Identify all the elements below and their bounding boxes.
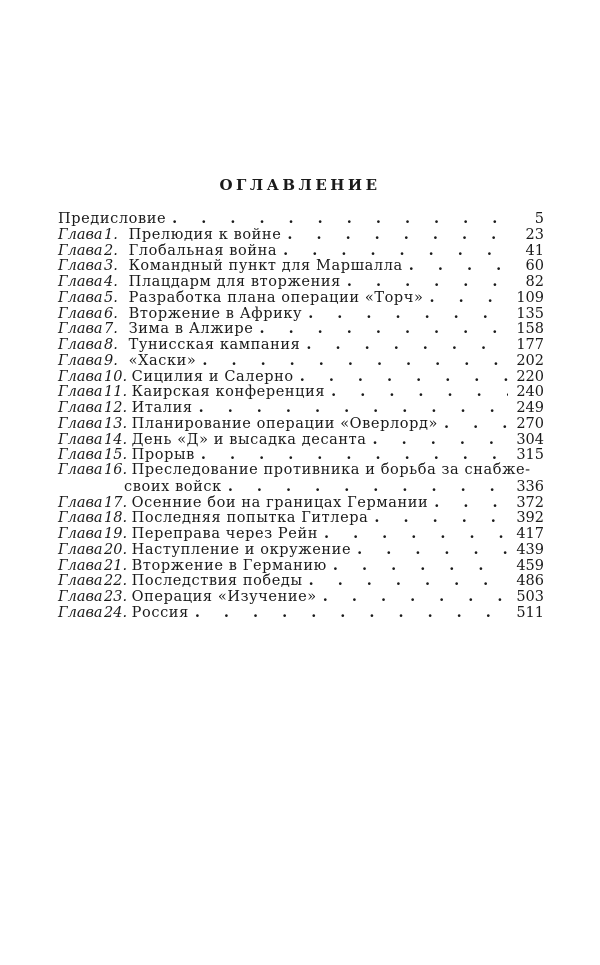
chapter-number: 14.	[104, 431, 128, 448]
chapter-number: 24.	[104, 604, 128, 621]
chapter-word: Глава	[58, 384, 103, 401]
toc-entry	[58, 416, 544, 432]
chapter-number: 12.	[104, 400, 128, 416]
chapter-title[interactable]: Вторжение в Германию	[131, 557, 327, 574]
dot-leader	[427, 290, 508, 306]
toc-entry	[58, 369, 544, 385]
chapter-title[interactable]: Глобальная война	[128, 242, 278, 259]
dot-leader	[331, 558, 508, 574]
toc-entry-line	[58, 353, 544, 369]
chapter-title[interactable]: Италия	[131, 400, 193, 416]
toc-entry-line	[58, 337, 544, 353]
page-number: 417	[516, 526, 544, 542]
chapter-title[interactable]: Сицилия и Салерно	[131, 368, 294, 385]
dot-leader	[442, 416, 508, 432]
chapter-prefix	[58, 559, 132, 575]
page-number: 158	[516, 321, 544, 338]
toc-entry	[58, 510, 544, 526]
chapter-word: Глава	[58, 447, 103, 464]
chapter-prefix	[58, 259, 129, 275]
chapter-prefix	[58, 574, 132, 590]
toc-entry	[58, 558, 544, 574]
chapter-number: 17.	[104, 494, 128, 511]
chapter-number: 11.	[104, 384, 128, 401]
chapter-word: Глава	[58, 431, 103, 448]
page-number: 315	[516, 447, 544, 464]
chapter-number: 7.	[104, 321, 118, 338]
chapter-title[interactable]: Планирование операции «Оверлорд»	[131, 415, 439, 432]
page-number: 270	[516, 415, 544, 432]
chapter-number: 18.	[104, 510, 128, 527]
page-number: 336	[516, 478, 544, 495]
toc-entry	[58, 306, 544, 322]
chapter-title[interactable]: Переправа через Рейн	[131, 526, 318, 542]
toc-entry-line	[58, 416, 544, 432]
dot-leader	[285, 227, 508, 243]
page-number: 439	[516, 541, 544, 558]
chapter-word: Глава	[58, 604, 103, 621]
chapter-number: 15.	[104, 447, 128, 464]
chapter-title[interactable]: Вторжение в Африку	[128, 305, 303, 322]
chapter-prefix	[58, 275, 129, 291]
toc-entry-continuation	[58, 479, 544, 495]
chapter-title[interactable]: Разработка плана операции «Торч»	[128, 289, 424, 306]
chapter-title[interactable]: Каирская конференция	[131, 384, 326, 401]
chapter-prefix	[58, 291, 129, 307]
chapter-prefix	[58, 307, 129, 323]
chapter-title[interactable]: Предисловие	[58, 211, 167, 227]
toc-entry	[58, 432, 544, 448]
chapter-word: Глава	[58, 321, 103, 338]
chapter-prefix	[58, 433, 132, 449]
chapter-word: Глава	[58, 226, 103, 243]
toc-entry-line	[58, 400, 544, 416]
toc-entry	[58, 463, 544, 495]
chapter-title[interactable]: Операция «Изучение»	[131, 589, 317, 605]
table-of-contents	[58, 211, 544, 621]
toc-entry-line	[58, 573, 544, 589]
toc-entry-line	[58, 290, 544, 306]
toc-entry	[58, 495, 544, 511]
dot-leader	[170, 211, 508, 227]
chapter-word: Глава	[58, 258, 103, 275]
chapter-word: Глава	[58, 352, 103, 369]
toc-entry	[58, 447, 544, 463]
toc-entry-line	[58, 243, 544, 259]
dot-leader	[298, 369, 508, 385]
page-number: 511	[516, 604, 544, 621]
toc-entry-line	[58, 605, 544, 621]
page-number: 60	[525, 258, 544, 275]
toc-entry	[58, 384, 544, 400]
chapter-word: Глава	[58, 494, 103, 511]
dot-leader	[193, 605, 508, 621]
chapter-prefix	[58, 401, 132, 417]
chapter-prefix	[58, 463, 132, 479]
dot-leader	[371, 432, 508, 448]
chapter-prefix	[58, 322, 129, 338]
page-number: 109	[516, 289, 544, 306]
chapter-prefix	[58, 228, 129, 244]
dot-leader	[407, 258, 508, 274]
chapter-title[interactable]: Последняя попытка Гитлера	[131, 510, 369, 527]
toc-entry-line	[58, 558, 544, 574]
chapter-prefix	[58, 543, 132, 559]
toc-entry-line	[58, 211, 544, 227]
dot-leader	[199, 447, 508, 463]
toc-entry	[58, 274, 544, 290]
chapter-number: 16.	[104, 462, 128, 478]
toc-entry	[58, 243, 544, 259]
chapter-title[interactable]: День «Д» и высадка десанта	[131, 431, 367, 448]
chapter-word: Глава	[58, 415, 103, 432]
page-number: 5	[534, 211, 544, 227]
chapter-title[interactable]: Командный пункт для Маршалла	[128, 258, 403, 275]
dot-leader	[281, 243, 508, 259]
chapter-title-continuation[interactable]: своих войск	[124, 478, 222, 495]
chapter-number: 8.	[104, 337, 118, 353]
toc-entry-line	[58, 526, 544, 542]
page-number: 486	[516, 573, 544, 590]
chapter-word: Глава	[58, 526, 103, 542]
chapter-word: Глава	[58, 557, 103, 574]
toc-entry	[58, 337, 544, 353]
page-number: 23	[525, 226, 544, 243]
chapter-title[interactable]: «Хаски»	[128, 352, 197, 369]
page-number: 82	[525, 274, 544, 290]
toc-entry-line	[58, 542, 544, 558]
page-number: 459	[516, 557, 544, 574]
toc-entry-line	[58, 495, 544, 511]
page-number: 503	[516, 589, 544, 605]
chapter-word: Глава	[58, 400, 103, 416]
chapter-word: Глава	[58, 462, 103, 478]
dot-leader	[345, 274, 508, 290]
toc-entry	[58, 321, 544, 337]
toc-entry	[58, 353, 544, 369]
toc-entry-line	[58, 463, 544, 479]
chapter-word: Глава	[58, 368, 103, 385]
chapter-number: 2.	[104, 242, 118, 259]
dot-leader	[321, 589, 508, 605]
chapter-number: 1.	[104, 226, 118, 243]
chapter-prefix	[58, 370, 132, 386]
toc-entry-line	[58, 227, 544, 243]
toc-entry	[58, 211, 544, 227]
chapter-number: 23.	[104, 589, 128, 605]
toc-entry	[58, 400, 544, 416]
toc-entry	[58, 573, 544, 589]
chapter-number: 10.	[104, 368, 128, 385]
chapter-word: Глава	[58, 289, 103, 306]
page-number: 372	[516, 494, 544, 511]
toc-entry-line	[58, 447, 544, 463]
dot-leader	[200, 353, 508, 369]
chapter-prefix	[58, 527, 132, 543]
chapter-title[interactable]: Зима в Алжире	[128, 321, 254, 338]
toc-entry-line	[58, 589, 544, 605]
chapter-number: 22.	[104, 573, 128, 590]
dot-leader	[432, 495, 508, 511]
chapter-number: 20.	[104, 541, 128, 558]
toc-entry-line	[58, 432, 544, 448]
chapter-number: 13.	[104, 415, 128, 432]
dot-leader	[329, 384, 508, 400]
chapter-word: Глава	[58, 510, 103, 527]
toc-entry	[58, 258, 544, 274]
toc-entry-line	[58, 306, 544, 322]
toc-entry	[58, 605, 544, 621]
chapter-title[interactable]: Прорыв	[131, 447, 195, 464]
toc-entry-line	[58, 274, 544, 290]
chapter-prefix	[58, 511, 132, 527]
chapter-number: 3.	[104, 258, 118, 275]
chapter-word: Глава	[58, 337, 103, 353]
chapter-title[interactable]: Прелюдия к войне	[128, 226, 282, 243]
page-number: 249	[516, 400, 544, 416]
chapter-prefix	[58, 496, 132, 512]
chapter-prefix	[58, 338, 129, 354]
chapter-number: 5.	[104, 289, 118, 306]
dot-leader	[226, 479, 508, 495]
page-number: 304	[516, 431, 544, 448]
toc-entry	[58, 227, 544, 243]
dot-leader	[372, 510, 508, 526]
toc-entry	[58, 589, 544, 605]
chapter-title[interactable]: Россия	[131, 604, 189, 621]
chapter-prefix	[58, 354, 129, 370]
toc-entry	[58, 290, 544, 306]
chapter-prefix	[58, 590, 132, 606]
chapter-title[interactable]: Осенние бои на границах Германии	[131, 494, 429, 511]
chapter-word: Глава	[58, 274, 103, 290]
chapter-title[interactable]: Тунисская кампания	[128, 337, 301, 353]
chapter-title[interactable]: Последствия победы	[131, 573, 303, 590]
chapter-number: 4.	[104, 274, 118, 290]
toc-entry-line	[58, 510, 544, 526]
dot-leader	[257, 321, 508, 337]
chapter-word: Глава	[58, 242, 103, 259]
chapter-prefix	[58, 385, 132, 401]
toc-entry-line	[58, 384, 544, 400]
chapter-word: Глава	[58, 305, 103, 322]
chapter-number: 6.	[104, 305, 118, 322]
page-number: 135	[516, 305, 544, 322]
toc-entry-line	[58, 321, 544, 337]
toc-entry	[58, 542, 544, 558]
page-number: 392	[516, 510, 544, 527]
chapter-title[interactable]: Плацдарм для вторжения	[128, 274, 341, 290]
dot-leader	[307, 573, 508, 589]
chapter-prefix	[58, 606, 132, 622]
chapter-word: Глава	[58, 573, 103, 590]
chapter-word: Глава	[58, 589, 103, 605]
chapter-prefix	[58, 244, 129, 260]
page-title: ОГЛАВЛЕНИЕ	[219, 176, 381, 194]
page-number: 220	[516, 368, 544, 385]
page-number: 202	[516, 352, 544, 369]
dot-leader	[197, 400, 508, 416]
chapter-title[interactable]: Наступление и окружение	[131, 541, 352, 558]
toc-entry	[58, 526, 544, 542]
chapter-number: 9.	[104, 352, 118, 369]
page-number: 240	[516, 384, 544, 401]
chapter-number: 19.	[104, 526, 128, 542]
dot-leader	[322, 526, 508, 542]
dot-leader	[355, 542, 508, 558]
toc-entry-line	[58, 258, 544, 274]
page-number: 41	[525, 242, 544, 259]
dot-leader	[306, 306, 508, 322]
chapter-word: Глава	[58, 541, 103, 558]
chapter-number: 21.	[104, 557, 128, 574]
toc-entry-line	[58, 369, 544, 385]
chapter-title[interactable]: Преследование противника и борьба за снабже-	[131, 462, 531, 478]
chapter-prefix	[58, 417, 132, 433]
dot-leader	[304, 337, 508, 353]
page-number: 177	[516, 337, 544, 353]
